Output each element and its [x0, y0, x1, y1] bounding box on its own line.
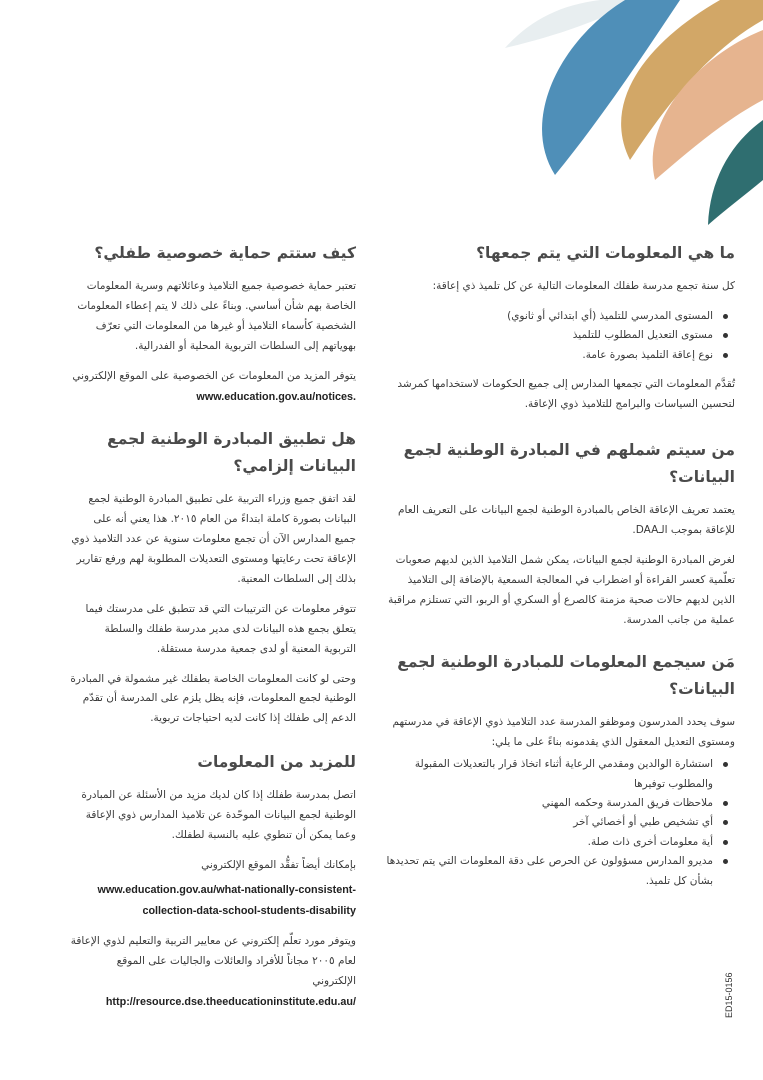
section-who-collects: [383, 649, 735, 891]
paragraph: سوف يحدد المدرسون وموظفو المدرسة عدد التلاميذ ذوي الإعاقة في مدرستهم ومستوى التعديل المعقول الذي يقدمونه بناءً على ما يلي:: [392, 716, 735, 749]
paragraph: ويتوفر مورد تعلّم إلكتروني عن معايير التربية والتعليم لذوي الإعاقة لعام ٢٠٠٥ مجاناً للأفراد والعائلات والجاليات على الموقع الإلكتروني: [70, 935, 356, 987]
section-heading: من سيتم شملهم في المبادرة الوطنية لجمع البيانات؟: [403, 441, 735, 487]
paragraph: بإمكانك أيضاً تفقُّد الموقع الإلكتروني: [201, 859, 356, 872]
url-line: [70, 387, 356, 408]
nccd-website-link[interactable]: www.education.gov.au/what-nationally-consistent-collection-data-school-students-disability: [97, 884, 356, 918]
paragraph: اتصل بمدرسة طفلك إذا كان لديك مزيد من الأسئلة عن المبادرة الوطنية لجمع البيانات الموحّدة عن تلاميذ المدارس ذوي الإعاقة وعما يمكن أن تنطوي عليه بالنسبة لطفلك.: [81, 789, 356, 842]
dse-resource-link[interactable]: http://resource.dse.theeducationinstitute.edu.au/: [105, 995, 356, 1008]
paragraph: تتوفر معلومات عن الترتيبات التي قد تتطبق على مدرستك فيما يتعلق بجمع هذه البيانات لدى مدير مدرسة طفلك والسلطة التربوية المعنية أو لدى جمعية مدرسة مستقلة.: [85, 602, 356, 655]
paragraph: وحتى لو كانت المعلومات الخاصة بطفلك غير مشمولة في المبادرة الوطنية لجمع المعلومات، فإنه يظل يلزم على المدرسة أن تقدّم الدعم إلى طفلك إذا كانت لديه احتياجات تربوية.: [70, 672, 356, 725]
section-heading: كيف ستتم حماية خصوصية طفلي؟: [94, 244, 356, 262]
paragraph: تُقدَّم المعلومات التي تجمعها المدارس إلى جميع الحكومات لاستخدامها كمرشد لتحسين السياسات والبرامج للتلاميذ ذوي الإعاقة.: [397, 378, 735, 411]
section-heading: للمزيد من المعلومات: [197, 753, 356, 772]
list-item: ملاحظات فريق المدرسة وحكمه المهني: [383, 794, 713, 813]
paragraph: كل سنة تجمع مدرسة طفلك المعلومات التالية عن كل تلميذ ذي إعاقة:: [432, 280, 735, 293]
decorative-leaves: [0, 0, 763, 240]
url-line: [70, 992, 356, 1013]
list-item: نوع إعاقة التلميذ بصورة عامة.: [383, 346, 713, 365]
paragraph: لقد اتفق جميع وزراء التربية على تطبيق المبادرة الوطنية لجمع البيانات بصورة كاملة ابتداءً من العام ٢٠١٥. هذا يعني أنه على جميع المدارس الآن أن تجمع معلومات سنوية عن عدد التلاميذ ذوي الإعاقة تحت رعايتها ومستوى التعديلات المطلوبة لهم ورفع تقارير بذلك إلى السلطات المعنية.: [71, 493, 356, 585]
section-more-info: [70, 749, 356, 1013]
section-heading: مَن سيجمع المعلومات للمبادرة الوطنية لجمع البيانات؟: [397, 653, 735, 699]
paragraph: يعتمد تعريف الإعاقة الخاص بالمبادرة الوطنية لجمع البيانات على التعريف العام للإعاقة بموجب الـDAA.: [398, 504, 735, 537]
teal-leaf: [708, 120, 763, 225]
list-item: مستوى التعديل المطلوب للتلميذ: [383, 326, 713, 345]
list-item: مديرو المدارس مسؤولون عن الحرص على دقة المعلومات التي يتم تحديدها بشأن كل تلميذ.: [383, 852, 713, 891]
section-privacy: [70, 240, 356, 408]
section-mandatory: [70, 426, 356, 730]
right-column: [383, 240, 735, 903]
section-what-information: [383, 240, 735, 415]
section-heading: ما هي المعلومات التي يتم جمعها؟: [476, 244, 735, 262]
list-item: أي تشخيص طبي أو أخصائي آخر: [383, 813, 713, 832]
paragraph: لغرض المبادرة الوطنية لجمع البيانات، يمكن شمل التلاميذ الذين لديهم صعوبات تعلّمية كعسر القراءة أو اضطراب في المعالجة السمعية بالإضافة إلى التلاميذ الذين لديهم حالات صحية مزمنة كالصرع أو السكري أو الربو، التي تستلزم مراقبة عملية من جانب المدرسة.: [388, 554, 735, 627]
list-item: أية معلومات أخرى ذات صلة.: [383, 833, 713, 852]
url-line: [70, 880, 356, 922]
left-column: [70, 240, 356, 1025]
section-heading: هل تطبيق المبادرة الوطنية لجمع البيانات إلزامي؟: [107, 429, 356, 475]
list-item: المستوى المدرسي للتلميذ (أي ابتدائي أو ثانوي): [383, 307, 713, 326]
document-id: ED15-0156: [724, 972, 734, 1018]
section-who-included: [383, 437, 735, 631]
paragraph: يتوفر المزيد من المعلومات عن الخصوصية على الموقع الإلكتروني: [72, 369, 356, 382]
paragraph: تعتبر حماية خصوصية جميع التلاميذ وعائلاتهم وسرية المعلومات الخاصة بهم شأن أساسي. وبناءً على ذلك لا يتم إعطاء المعلومات الشخصية كأسماء التلاميذ أو غيرها من المعلومات التي تعرّف بهوياتهم إلى السلطات التربوية المحلية أو الفدرالية.: [77, 280, 356, 352]
privacy-notices-link[interactable]: www.education.gov.au/notices.: [196, 390, 356, 403]
list-item: استشارة الوالدين ومقدمي الرعاية أثناء اتخاذ قرار بالتعديلات المقبولة والمطلوب توفيرها: [383, 755, 713, 794]
bullet-list: [383, 307, 735, 365]
bullet-list: [383, 755, 735, 891]
